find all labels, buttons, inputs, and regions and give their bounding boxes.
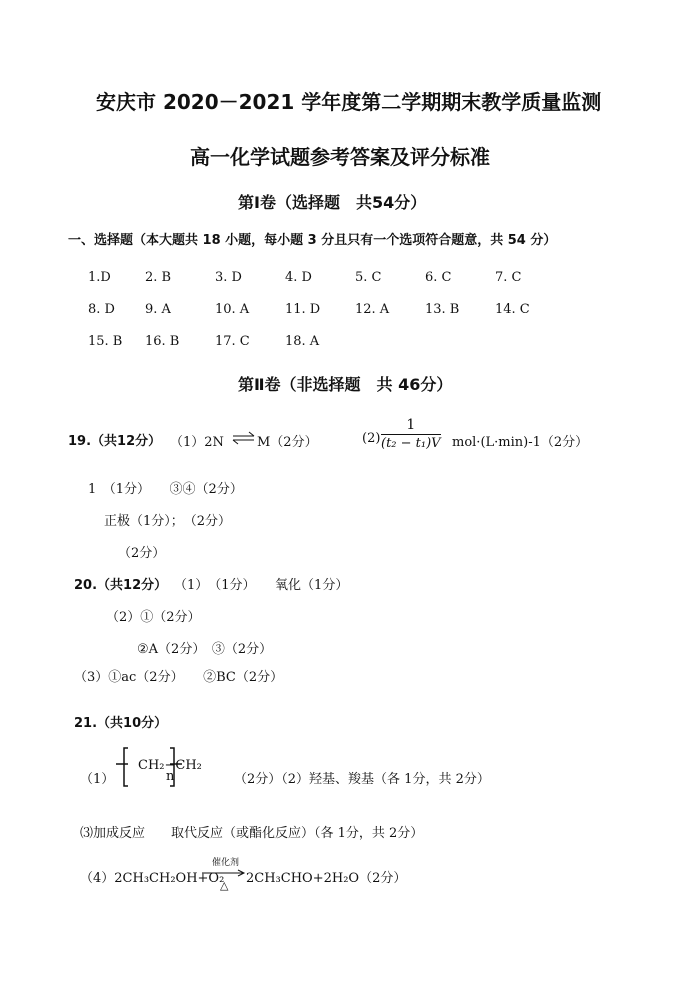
q21-line3-a: （4）2CH₃CH₂OH+O₂ — [80, 871, 225, 886]
q19-line3: 正极（1分）； （2分） — [104, 514, 232, 529]
answer-item: 11. D — [285, 302, 321, 317]
q19-line1-a: （1）2N — [170, 435, 224, 450]
answer-item: 7. C — [495, 270, 522, 285]
part2-heading: 第Ⅱ卷（非选择题 共 46分） — [238, 375, 453, 394]
answer-item: 10. A — [215, 302, 250, 317]
answer-item: 1.D — [88, 270, 111, 285]
answer-item: 5. C — [355, 270, 382, 285]
answer-item: 15. B — [88, 334, 123, 349]
q19-line1-c: (2) — [362, 431, 381, 446]
page-title: 安庆市 2020－2021 学年度第二学期期末教学质量监测 — [96, 90, 602, 114]
catalyst-label: 催化剂 — [212, 858, 240, 868]
heat-symbol: △ — [220, 879, 229, 892]
fraction-denominator: (t₂ − t₁)V — [381, 436, 441, 451]
answer-item: 18. A — [285, 334, 320, 349]
part1-heading: 第Ⅰ卷（选择题 共54分） — [238, 193, 427, 212]
answer-item: 14. C — [495, 302, 530, 317]
q20-line4: （3）①ac（2分） ②BC（2分） — [74, 670, 284, 685]
q21-label: 21.（共10分） — [74, 716, 168, 731]
reaction-arrow-icon — [202, 868, 246, 878]
answer-item: 12. A — [355, 302, 390, 317]
q20-line3: ②A（2分） ③（2分） — [137, 642, 273, 657]
answer-item: 6. C — [425, 270, 452, 285]
rate-fraction — [381, 417, 441, 451]
q20-label: 20.（共12分） — [74, 578, 168, 593]
fraction-numerator: 1 — [381, 417, 441, 435]
q19-line4: （2分） — [118, 546, 166, 561]
equilibrium-arrow-icon — [232, 430, 256, 446]
answer-item: 17. C — [215, 334, 250, 349]
answer-item: 4. D — [285, 270, 312, 285]
answer-item: 13. B — [425, 302, 460, 317]
polymer-n: n — [166, 769, 175, 784]
answer-item: 9. A — [145, 302, 171, 317]
q20-line1: （1） （1分） 氧化（1分） — [174, 578, 349, 593]
q19-label: 19.（共12分） — [68, 434, 162, 449]
q20-line2: （2）①（2分） — [106, 610, 201, 625]
answer-item: 16. B — [145, 334, 180, 349]
answer-item: 2. B — [145, 270, 172, 285]
answer-item: 3. D — [215, 270, 242, 285]
page-subtitle: 高一化学试题参考答案及评分标准 — [190, 145, 490, 169]
q21-line1-a: （1） — [80, 772, 115, 787]
q21-line2: ⑶加成反应 取代反应（或酯化反应）（各 1分，共 2分） — [80, 826, 424, 841]
q19-unit: mol·(L·min)-1（2分） — [452, 435, 589, 450]
q21-line1-b: （2分）（2）羟基、羧基（各 1分，共 2分） — [234, 772, 490, 787]
q21-line3-b: 2CH₃CHO+2H₂O（2分） — [246, 871, 407, 886]
q19-line1-b: M（2分） — [257, 435, 318, 450]
answer-item: 8. D — [88, 302, 115, 317]
q19-line2: 1 （1分） ③④（2分） — [88, 482, 243, 497]
part1-instruction: 一、选择题（本大题共 18 小题，每小题 3 分且只有一个选项符合题意，共 54 分） — [68, 233, 557, 248]
polymer-repeat-unit: CH₂−CH₂ — [138, 758, 202, 773]
